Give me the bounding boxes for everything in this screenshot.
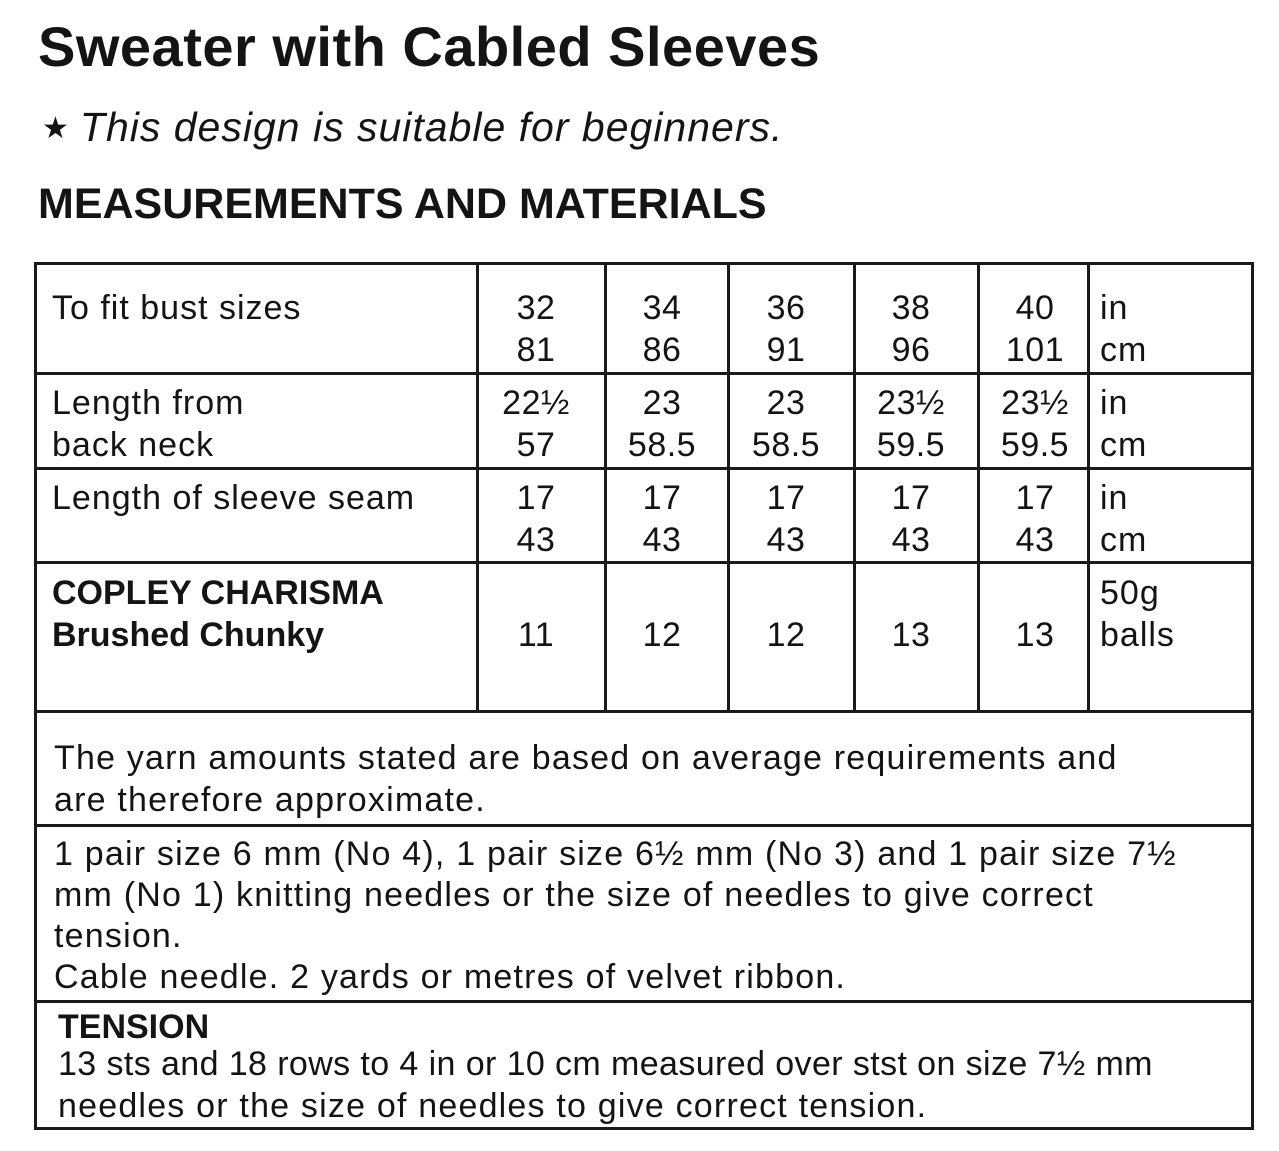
length-in: 23 [766,384,806,422]
section-divider [34,824,1254,827]
yarn-balls: 12 [642,616,682,654]
yarn-note-line: are therefore approximate. [54,781,486,819]
length-cm: 58.5 [751,426,821,464]
tension-line: 13 sts and 18 rows to 4 in or 10 cm measured over stst on size 7½ mm [58,1045,1153,1083]
length-in: 23½ [877,384,945,422]
length-cm: 59.5 [1000,426,1070,464]
tension-line: needles or the size of needles to give correct tension. [58,1087,928,1125]
length-in: 23 [642,384,682,422]
needles-line: tension. [54,917,183,955]
page-title: Sweater with Cabled Sleeves [38,15,821,78]
section-heading: MEASUREMENTS AND MATERIALS [38,180,767,228]
bust-size-in: 34 [642,289,682,327]
sleeve-in: 17 [516,479,556,517]
sleeve-in: 17 [891,479,931,517]
sleeve-in: 17 [1015,479,1055,517]
row-divider [34,561,1254,564]
yarn-note-line: The yarn amounts stated are based on average requirements and [54,739,1118,777]
beginner-note [42,104,783,151]
yarn-brand: COPLEY CHARISMA [52,574,384,612]
sleeve-cm: 43 [891,521,931,559]
row-label-bust: To fit bust sizes [52,289,302,327]
bust-size-cm: 81 [516,331,556,369]
bust-size-cm: 96 [891,331,931,369]
unit-in: in [1100,289,1129,327]
bust-size-in: 38 [891,289,931,327]
sleeve-in: 17 [766,479,806,517]
unit-weight: 50g [1100,574,1160,612]
yarn-balls: 11 [517,616,555,654]
length-cm: 57 [516,426,556,464]
bust-size-in: 40 [1015,289,1055,327]
row-divider [34,710,1254,713]
unit-cm: cm [1100,331,1148,369]
unit-cm: cm [1100,426,1148,464]
bust-size-cm: 91 [766,331,806,369]
yarn-balls: 12 [766,616,806,654]
bust-size-cm: 86 [642,331,682,369]
row-label-length: Length from [52,384,245,422]
length-cm: 58.5 [627,426,697,464]
unit-cm: cm [1100,521,1148,559]
row-label-length: back neck [52,426,215,464]
sleeve-cm: 43 [766,521,806,559]
sleeve-cm: 43 [1015,521,1055,559]
needles-line: Cable needle. 2 yards or metres of velvet ribbon. [54,958,847,996]
yarn-balls: 13 [1015,616,1055,654]
bust-size-in: 32 [516,289,556,327]
sleeve-in: 17 [642,479,682,517]
star-icon: ★ [42,112,70,145]
sleeve-cm: 43 [516,521,556,559]
sleeve-cm: 43 [642,521,682,559]
row-divider [34,372,1254,375]
section-divider [34,1000,1254,1003]
yarn-balls: 13 [891,616,931,654]
length-in: 22½ [502,384,570,422]
tension-heading: TENSION [58,1008,210,1046]
needles-line: mm (No 1) knitting needles or the size of needles to give correct [54,876,1094,914]
beginner-note-text: This design is suitable for beginners. [79,104,784,150]
unit-in: in [1100,384,1129,422]
needles-line: 1 pair size 6 mm (No 4), 1 pair size 6½ mm (No 3) and 1 pair size 7½ [54,835,1177,873]
row-divider [34,467,1254,470]
unit-in: in [1100,479,1129,517]
bust-size-in: 36 [766,289,806,327]
length-cm: 59.5 [876,426,946,464]
unit-balls: balls [1100,616,1175,654]
row-label-sleeve: Length of sleeve seam [52,479,416,517]
length-in: 23½ [1001,384,1069,422]
bust-size-cm: 101 [1005,331,1065,369]
yarn-type: Brushed Chunky [52,616,325,654]
